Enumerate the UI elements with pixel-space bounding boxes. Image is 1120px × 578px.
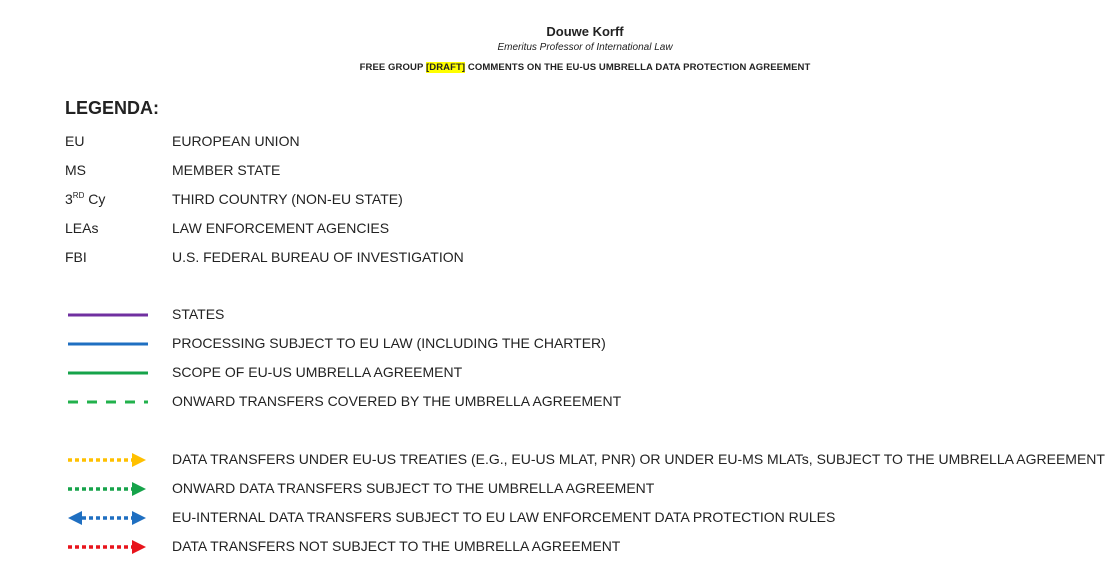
line-legend-row xyxy=(0,391,1120,411)
abbreviation-meaning: THIRD COUNTRY (NON-EU STATE) xyxy=(172,191,403,207)
line-label: STATES xyxy=(172,306,225,322)
arrow-legend-row xyxy=(0,449,1120,469)
abbreviation-meaning: EUROPEAN UNION xyxy=(172,133,300,149)
arrow-label: ONWARD DATA TRANSFERS SUBJECT TO THE UMBRELLA AGREEMENT xyxy=(172,480,655,496)
abbreviation: LEAs xyxy=(65,220,99,236)
abbreviation-row xyxy=(0,131,1120,151)
abbreviation-row xyxy=(0,247,1120,267)
legend-heading: LEGENDA: xyxy=(65,98,159,118)
arrowhead-right xyxy=(132,453,146,467)
line-label: ONWARD TRANSFERS COVERED BY THE UMBRELLA AGREEMENT xyxy=(172,393,622,409)
arrow-label: DATA TRANSFERS UNDER EU-US TREATIES (E.G., EU-US MLAT, PNR) OR UNDER EU-MS MLATs, SUBJECT TO THE UMBRELLA AGREEMENT xyxy=(172,451,1105,467)
abbreviation-base: 3 xyxy=(65,191,73,207)
abbreviation-row xyxy=(0,218,1120,238)
arrow-symbol xyxy=(66,449,150,469)
line-symbol xyxy=(66,362,150,382)
abbreviation xyxy=(65,189,105,209)
arrowhead-left xyxy=(68,511,82,525)
title-suffix: COMMENTS ON THE EU-US UMBRELLA DATA PROTECTION AGREEMENT xyxy=(465,62,811,73)
arrow-symbol xyxy=(66,507,150,527)
abbreviation-meaning: MEMBER STATE xyxy=(172,162,281,178)
abbreviation-meaning: U.S. FEDERAL BUREAU OF INVESTIGATION xyxy=(172,249,464,265)
arrowhead-right xyxy=(132,540,146,554)
document-title xyxy=(0,61,1120,75)
arrowhead-right xyxy=(132,482,146,496)
arrow-symbol xyxy=(66,478,150,498)
abbreviation-rest: Cy xyxy=(84,191,106,207)
abbreviation: EU xyxy=(65,133,85,149)
line-legend-row xyxy=(0,304,1120,324)
line-label: SCOPE OF EU-US UMBRELLA AGREEMENT xyxy=(172,364,463,380)
line-legend-row xyxy=(0,333,1120,353)
arrow-legend-row xyxy=(0,536,1120,556)
abbreviation-superscript: RD xyxy=(72,191,85,200)
arrow-symbol xyxy=(66,536,150,556)
arrowhead-right xyxy=(132,511,146,525)
arrow-legend-row xyxy=(0,507,1120,527)
abbreviation-row xyxy=(0,160,1120,180)
title-prefix: FREE GROUP xyxy=(359,62,426,73)
author-name: Douwe Korff xyxy=(546,24,624,39)
abbreviation: MS xyxy=(65,162,86,178)
document-header xyxy=(0,24,1120,75)
line-symbol xyxy=(66,391,150,411)
arrow-label: EU-INTERNAL DATA TRANSFERS SUBJECT TO EU LAW ENFORCEMENT DATA PROTECTION RULES xyxy=(172,509,836,525)
abbreviation-row xyxy=(0,189,1120,209)
line-symbol xyxy=(66,333,150,353)
abbreviation-meaning: LAW ENFORCEMENT AGENCIES xyxy=(172,220,390,236)
draft-marker: [DRAFT] xyxy=(425,62,466,73)
line-label: PROCESSING SUBJECT TO EU LAW (INCLUDING THE CHARTER) xyxy=(172,335,606,351)
line-symbol xyxy=(66,304,150,324)
arrow-label: DATA TRANSFERS NOT SUBJECT TO THE UMBRELLA AGREEMENT xyxy=(172,538,621,554)
author-affiliation: Emeritus Professor of International Law xyxy=(497,42,673,53)
line-legend-row xyxy=(0,362,1120,382)
abbreviation: FBI xyxy=(65,249,87,265)
arrow-legend-row xyxy=(0,478,1120,498)
